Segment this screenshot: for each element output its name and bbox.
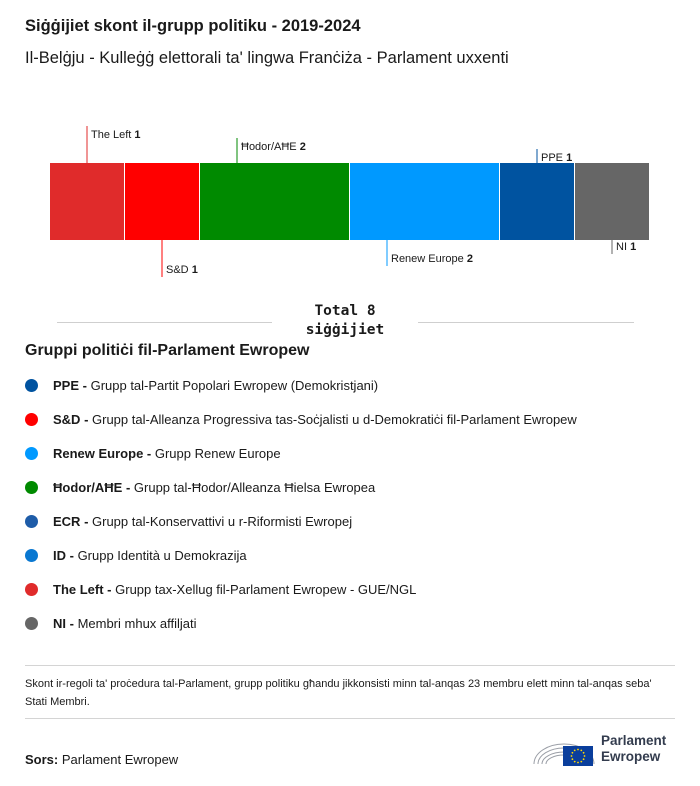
chart-subtitle: Il-Belġju - Kulleġġ elettorali ta' lingwa Franċiża - Parlament uxxenti	[25, 49, 509, 67]
legend-abbr: NI	[53, 615, 66, 631]
legend-abbr: PPE	[53, 377, 80, 393]
legend-description: Grupp Renew Europe	[154, 445, 281, 461]
legend-dot-icon	[25, 447, 38, 460]
legend-separator: -	[66, 615, 78, 631]
legend-dot-icon	[25, 583, 38, 596]
segment-label-renew-europe: Renew Europe 2	[391, 253, 473, 265]
legend-separator: -	[79, 377, 91, 393]
logo-text	[601, 733, 666, 765]
legend-text	[53, 446, 281, 461]
legend-item-id	[25, 538, 685, 572]
bar-segment-ppe	[500, 163, 574, 240]
legend-text	[53, 378, 378, 393]
legend-abbr: Renew Europe	[53, 445, 144, 461]
legend-text	[53, 582, 416, 597]
legend-description: Grupp tal-Konservattivi u r-Riformisti Ewropej	[92, 513, 353, 529]
legend-text	[53, 480, 375, 495]
logo-line-1: Parlament	[601, 733, 667, 748]
legend-dot-icon	[25, 549, 38, 562]
legend-separator: -	[103, 581, 116, 597]
bar-segment-ni	[575, 163, 649, 240]
bar-segment-renew-europe	[350, 163, 499, 240]
european-parliament-logo[interactable]	[530, 730, 680, 770]
segment-label-the-left: The Left 1	[91, 129, 141, 141]
hemicycle-flag-icon	[530, 730, 598, 770]
bar-segment--odor-a-e	[200, 163, 349, 240]
segment-label--odor-a-e: Ħodor/AĦE 2	[241, 141, 306, 153]
legend-dot-icon	[25, 413, 38, 426]
legend-item-the-left	[25, 572, 685, 606]
legend-dot-icon	[25, 481, 38, 494]
legend-separator: -	[80, 513, 93, 529]
total-divider-left	[57, 322, 272, 323]
total-divider-right	[418, 322, 634, 323]
source	[25, 752, 178, 767]
legend-item-ni	[25, 606, 685, 640]
bar-segment-s-d	[125, 163, 199, 240]
chart-title: Siġġijiet skont il-grupp politiku - 2019-2024	[25, 17, 361, 35]
legend-description: Grupp tax-Xellug fil-Parlament Ewropew - GUE/NGL	[115, 581, 417, 597]
legend-description: Membri mhux affiljati	[77, 615, 197, 631]
source-value: Parlament Ewropew	[61, 752, 179, 767]
bar-segment-the-left	[50, 163, 124, 240]
legend-dot-icon	[25, 379, 38, 392]
legend-text	[53, 548, 247, 563]
legend-item-s-d	[25, 402, 685, 436]
note-divider-top	[25, 665, 675, 666]
legend-abbr: ECR	[53, 513, 81, 529]
legend-text	[53, 412, 577, 427]
seat-bar-chart	[0, 0, 700, 300]
legend-abbr: The Left	[53, 581, 104, 597]
legend-abbr: ID	[53, 547, 66, 563]
segment-label-ni: NI 1	[616, 241, 637, 253]
legend-title: Gruppi politiċi fil-Parlament Ewropew	[25, 342, 310, 359]
segment-label-s-d: S&D 1	[166, 264, 198, 276]
legend-separator: -	[66, 547, 78, 563]
legend-text	[53, 514, 352, 529]
total-seats-label: Total 8 siġġijiet	[305, 303, 385, 338]
legend-dot-icon	[25, 617, 38, 630]
legend	[25, 368, 685, 640]
source-label: Sors:	[25, 752, 59, 767]
legend-description: Grupp tal-Alleanza Progressiva tas-Soċjalisti u d-Demokratiċi fil-Parlament Ewropew	[92, 411, 577, 427]
legend-item-ecr	[25, 504, 685, 538]
segment-label-ppe: PPE 1	[541, 152, 573, 164]
legend-abbr: Ħodor/AĦE	[53, 479, 123, 495]
legend-separator: -	[122, 479, 134, 495]
legend-dot-icon	[25, 515, 38, 528]
legend-description: Grupp Identità u Demokrazija	[77, 547, 247, 563]
note-divider-bottom	[25, 718, 675, 719]
legend-item-renew-europe	[25, 436, 685, 470]
legend-description: Grupp tal-Partit Popolari Ewropew (Demokristjani)	[90, 377, 379, 393]
legend-item-ppe	[25, 368, 685, 402]
logo-line-2: Ewropew	[601, 749, 661, 764]
footnote: Skont ir-regoli ta' proċedura tal-Parlament, grupp politiku għandu jikkonsisti minn tal-anqas 23 membru elett minn tal-anqas seba' Stati Membri.	[25, 678, 652, 708]
legend-item--odor-a-e	[25, 470, 685, 504]
legend-separator: -	[80, 411, 93, 427]
legend-description: Grupp tal-Ħodor/Alleanza Ħielsa Ewropea	[133, 479, 376, 495]
legend-abbr: S&D	[53, 411, 81, 427]
legend-separator: -	[143, 445, 155, 461]
legend-text	[53, 616, 197, 631]
